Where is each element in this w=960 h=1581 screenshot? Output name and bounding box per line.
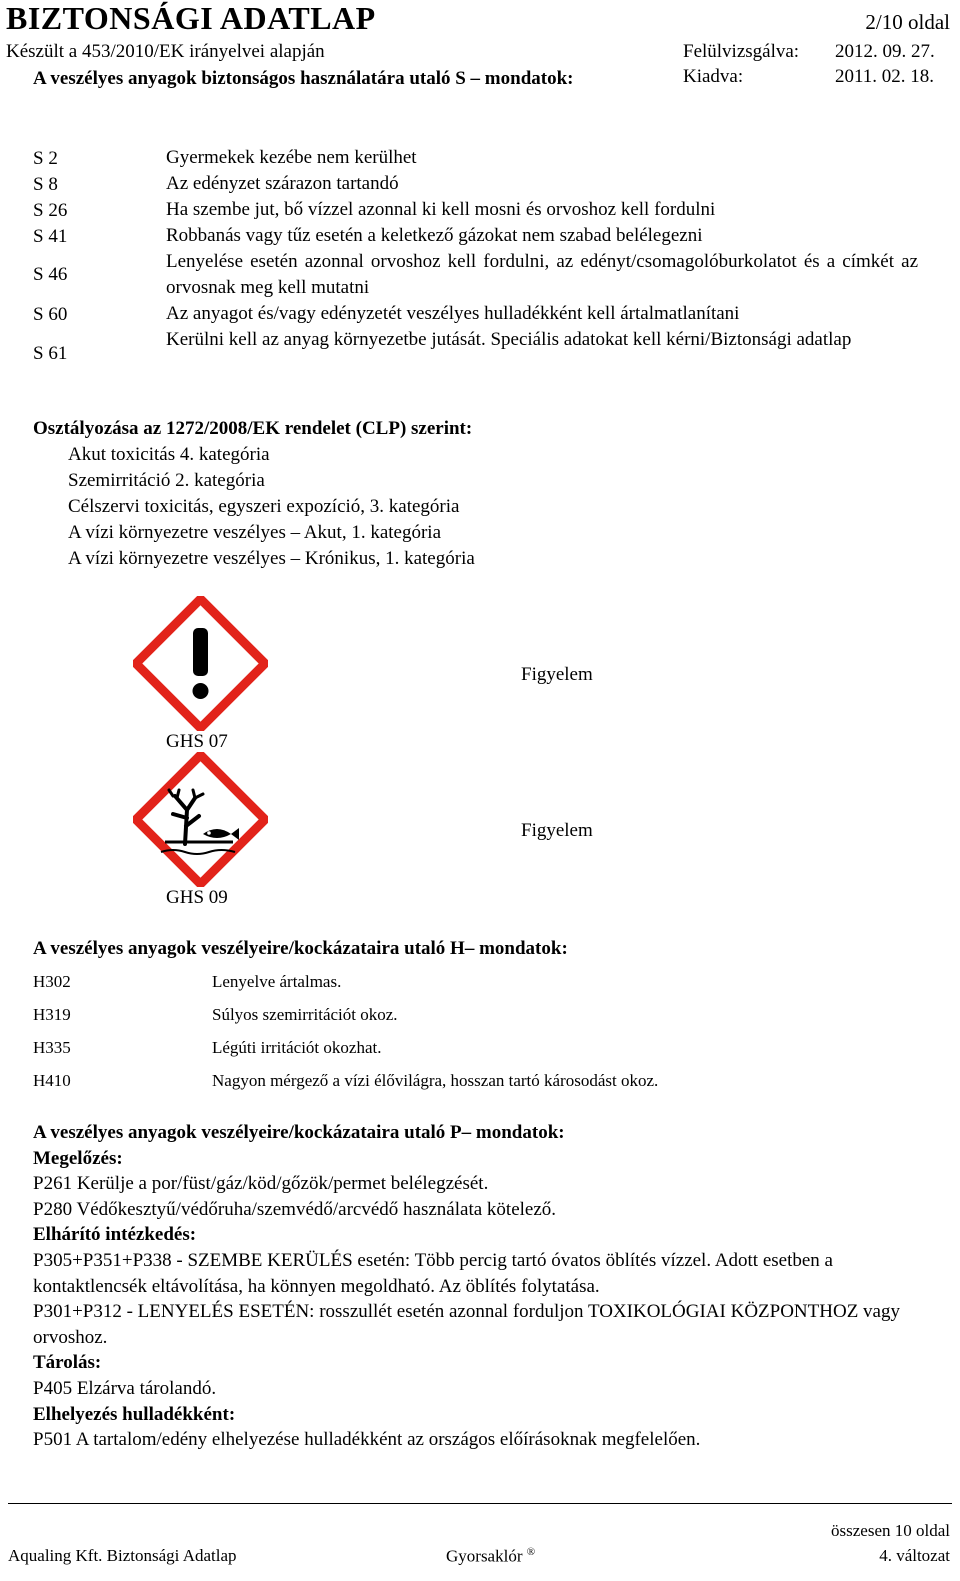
disposal-label: Elhelyezés hulladékként: — [33, 1403, 236, 1425]
prevention-label: Megelőzés: — [33, 1147, 123, 1169]
s-code: S 60 — [33, 304, 68, 325]
response-label: Elhárító intézkedés: — [33, 1224, 197, 1246]
s-text: Az anyagot és/vagy edényzetét veszélyes hulladékként kell ártalmatlanítani — [166, 303, 740, 324]
s-text: Ha szembe jut, bő vízzel azonnal ki kell mosni és orvoshoz kell fordulni — [166, 199, 716, 220]
s-section-heading: A veszélyes anyagok biztonságos használatára utaló S – mondatok: — [33, 68, 574, 89]
p-statement: P501 A tartalom/edény elhelyezése hulladékként az országos előírásoknak megfelelően. — [33, 1429, 701, 1451]
h-text: Nagyon mérgező a vízi élővilágra, hosszan tartó károsodást okoz. — [212, 1071, 659, 1090]
p-statement: P405 Elzárva tárolandó. — [33, 1377, 217, 1399]
clp-item: A vízi környezetre veszélyes – Krónikus, 1. kategória — [68, 548, 475, 569]
h-text: Légúti irritációt okozhat. — [212, 1038, 382, 1057]
footer-product-name: Gyorsaklór — [446, 1546, 523, 1566]
h-code: H302 — [33, 972, 71, 991]
p-section — [33, 1120, 951, 1453]
issued-date: 2011. 02. 18. — [835, 66, 935, 87]
p-statement: P301+P312 - LENYELÉS ESETÉN: rosszullét esetén azonnal forduljon TOXIKOLÓGIAI KÖZPONTHOZ vagy orvoshoz. — [33, 1301, 900, 1348]
s-text: Lenyelése esetén azonnal orvoshoz kell fordulni, az edényt/csomagolóburkolatot és a címkét az orvosnak meg kell mutatni — [166, 251, 918, 298]
h-code: H319 — [33, 1005, 71, 1024]
p-statement: P280 Védőkesztyű/védőruha/szemvédő/arcvédő használata kötelező. — [33, 1198, 557, 1220]
s-code: S 61 — [33, 343, 68, 364]
revision-date: 2012. 09. 27. — [835, 41, 935, 62]
footer-version: 4. változat — [879, 1546, 950, 1565]
signal-word: Figyelem — [521, 664, 593, 685]
footer-product — [446, 1546, 535, 1567]
h-text: Súlyos szemirritációt okoz. — [212, 1005, 398, 1024]
s-text: Robbanás vagy tűz esetén a keletkező gázokat nem szabad belélegezni — [166, 225, 703, 246]
h-text: Lenyelve ártalmas. — [212, 972, 342, 991]
footer-divider — [8, 1503, 952, 1504]
footer-total-pages: összesen 10 oldal — [831, 1521, 950, 1540]
footer-company: Aqualing Kft. Biztonsági Adatlap — [8, 1546, 237, 1565]
clp-heading: Osztályozása az 1272/2008/EK rendelet (CLP) szerint: — [33, 418, 473, 439]
s-text: Az edényzet szárazon tartandó — [166, 173, 399, 194]
p-statement: P305+P351+P338 - SZEMBE KERÜLÉS esetén: Több percig tartó óvatos öblítés vízzel. Adott esetben a kontaktlencsék eltávolítása, ha könnyen megoldható. Az öblítés folytatása. — [33, 1249, 833, 1297]
p-section-heading: A veszélyes anyagok veszélyeire/kockázataira utaló P– mondatok: — [33, 1122, 565, 1143]
registered-mark: ® — [526, 1546, 536, 1558]
storage-label: Tárolás: — [33, 1352, 102, 1374]
environment-hazard-icon — [133, 752, 268, 887]
s-text: Gyermekek kezébe nem kerülhet — [166, 147, 417, 168]
document-subtitle: Készült a 453/2010/EK irányelvei alapján — [6, 41, 325, 62]
h-section-heading: A veszélyes anyagok veszélyeire/kockázataira utaló H– mondatok: — [33, 938, 568, 959]
s-code: S 26 — [33, 200, 68, 221]
exclamation-mark-icon — [133, 596, 268, 731]
s-code: S 8 — [33, 174, 58, 195]
clp-item: Akut toxicitás 4. kategória — [68, 444, 270, 465]
document-title: BIZTONSÁGI ADATLAP — [6, 0, 376, 36]
pictogram-label: GHS 09 — [166, 887, 228, 908]
clp-item: Szemirritáció 2. kategória — [68, 470, 265, 491]
clp-item: Célszervi toxicitás, egyszeri expozíció, 3. kategória — [68, 496, 460, 517]
h-code: H410 — [33, 1071, 71, 1090]
issued-label: Kiadva: — [683, 66, 744, 87]
s-text: Kerülni kell az anyag környezetbe jutását. Speciális adatokat kell kérni/Biztonsági adatlap — [166, 329, 852, 350]
pictogram-label: GHS 07 — [166, 731, 228, 752]
signal-word: Figyelem — [521, 820, 593, 841]
clp-item: A vízi környezetre veszélyes – Akut, 1. kategória — [68, 522, 442, 543]
s-code: S 46 — [33, 264, 68, 285]
p-statement: P261 Kerülje a por/füst/gáz/köd/gőzök/permet belélegzését. — [33, 1173, 489, 1195]
revision-label: Felülvizsgálva: — [683, 41, 800, 62]
page-number: 2/10 oldal — [865, 10, 950, 34]
h-code: H335 — [33, 1038, 71, 1057]
s-code: S 2 — [33, 148, 58, 169]
s-code: S 41 — [33, 226, 68, 247]
